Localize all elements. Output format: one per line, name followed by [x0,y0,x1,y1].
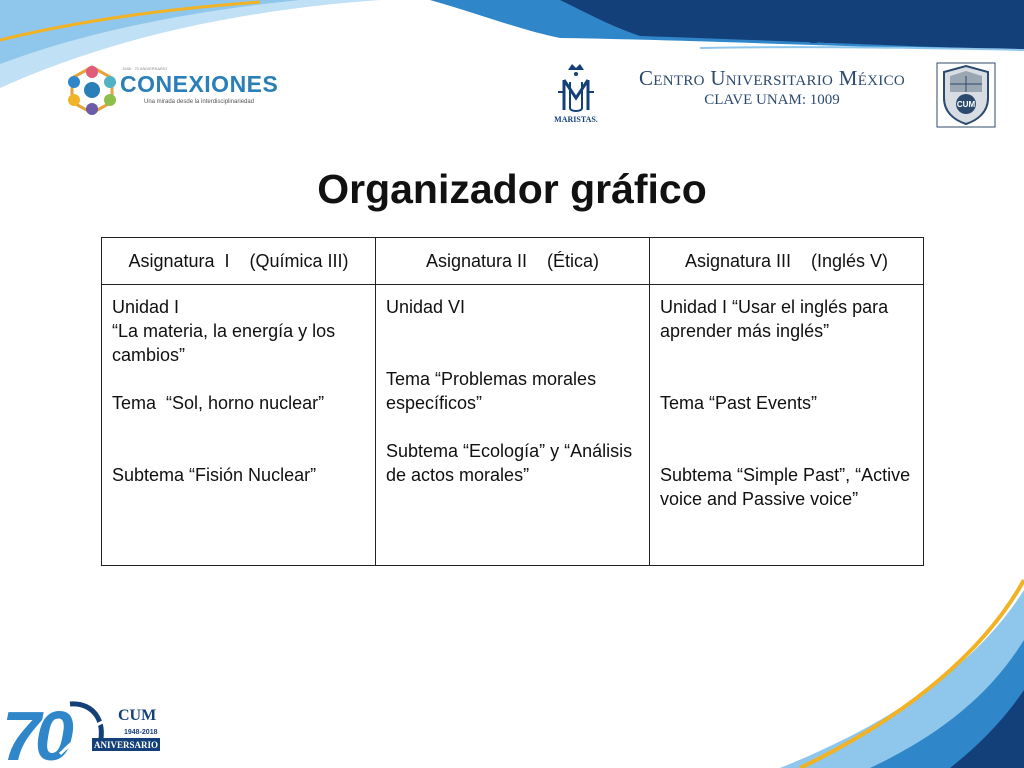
conexiones-subtitle: Una mirada desde la interdisciplinariedad [144,99,255,105]
institution-name [616,66,928,109]
table-cell-etica [376,285,650,566]
cell-line [386,319,640,343]
cell-line: Subtema “Fisión Nuclear” [112,465,317,485]
conexiones-top-text: 1948 · 70 ANIVERSARIO [122,66,168,71]
anniversary-logo [0,694,170,766]
table-cell-quimica [102,285,376,566]
unam-crest-text: CUM [956,100,976,109]
cell-line: Unidad I [112,297,180,317]
maristas-wordmark: maristas [808,6,994,53]
maristas-crest-caption: MARISTAS. [554,115,598,124]
anniversary-number: 70 [2,697,68,766]
cell-line [386,343,640,367]
table-header-row [102,238,924,285]
cell-line [660,439,914,463]
cell-line [660,415,914,439]
cell-line: “La materia, la energía y los cambios” [112,321,341,365]
cell-line [112,367,366,391]
table-header-ingles: Asignatura III (Inglés V) [650,238,924,285]
table-header-quimica: Asignatura I (Química III) [102,238,376,285]
cell-line: Unidad I “Usar el inglés para aprender más inglés” [660,297,894,341]
institution-name-line1: Centro Universitario México [638,66,906,90]
cell-line: Tema “Sol, horno nuclear” [112,393,325,413]
cell-line [660,367,914,391]
cell-line [112,439,366,463]
cell-line: Unidad VI [386,297,466,317]
table-cell-ingles [650,285,924,566]
page-title: Organizador gráfico [317,166,707,212]
conexiones-molecule-icon [66,64,118,116]
cell-line: Tema “Problemas morales específicos” [386,369,602,413]
cell-line [660,343,914,367]
conexiones-logo [66,64,279,120]
cell-line: Subtema “Simple Past”, “Active voice and Passive voice” [660,465,916,509]
institution-clave: CLAVE UNAM: 1009 [704,92,840,109]
cell-line [386,415,640,439]
maristas-crest-icon [548,62,604,128]
cell-line: Tema “Past Events” [660,393,818,413]
cum-logo-text: CUM [118,707,157,724]
cell-line: Subtema “Ecología” y “Análisis de actos morales” [386,441,638,485]
table-header-etica: Asignatura II (Ética) [376,238,650,285]
organizer-table [101,237,924,566]
unam-crest-icon [936,62,996,128]
conexiones-title: CONEXIONES [120,71,279,97]
anniversary-years: 1948-2018 [124,729,158,736]
anniversary-label: ANIVERSARIO [93,740,159,750]
cell-line [112,415,366,439]
table-row [102,285,924,566]
